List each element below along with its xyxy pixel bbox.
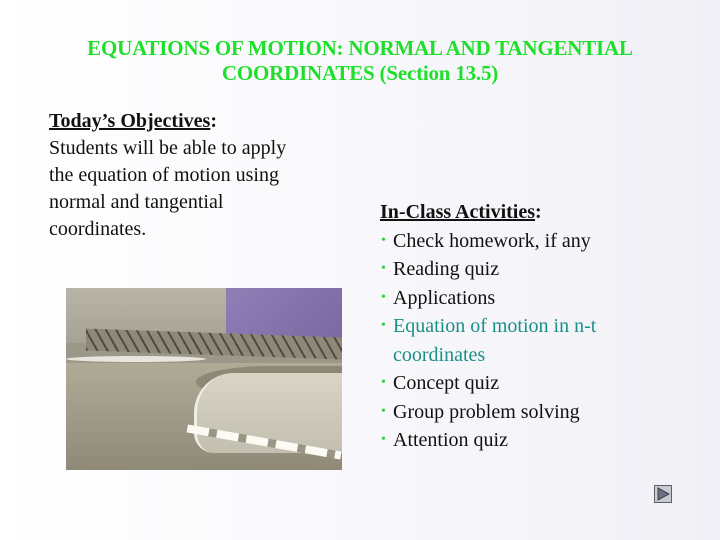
play-triangle-icon [656, 487, 670, 501]
objectives-line: Students will be able to apply [49, 137, 287, 159]
list-item-highlighted [380, 312, 680, 369]
objectives-heading-colon: : [210, 110, 217, 132]
list-item-label: Reading quiz [393, 258, 500, 280]
slide-title [0, 36, 720, 86]
list-item [380, 255, 680, 284]
list-item [380, 398, 680, 427]
activities-list [380, 227, 680, 455]
bullet-icon: • [381, 289, 386, 305]
list-item-label: Check homework, if any [393, 229, 591, 252]
slide-title-line-2: COORDINATES (Section 13.5) [221, 61, 499, 85]
list-item-label: Attention quiz [393, 429, 508, 451]
activities-heading-text: In-Class Activities [380, 201, 535, 223]
objectives-block [49, 108, 359, 243]
list-item [380, 369, 680, 398]
objectives-line: coordinates. [49, 218, 147, 240]
bullet-icon: • [381, 232, 386, 248]
list-item-label: Equation of motion in n-t coordinates [393, 315, 597, 366]
slide-title-line-1: EQUATIONS OF MOTION: NORMAL AND TANGENTIAL [87, 36, 633, 60]
list-item [380, 227, 680, 256]
list-item-label: Applications [393, 286, 496, 309]
bullet-icon: • [381, 403, 386, 419]
objectives-line: normal and tangential [49, 191, 224, 213]
bullet-icon: • [381, 375, 386, 390]
objectives-line: the equation of motion using [49, 164, 279, 186]
next-slide-button[interactable] [654, 485, 672, 503]
activities-block [380, 198, 680, 455]
bullet-icon: • [381, 432, 386, 447]
photo-wall-purple [226, 288, 342, 338]
photo-track-rim [66, 356, 206, 362]
list-item [380, 426, 680, 455]
list-item-label: Concept quiz [393, 372, 500, 394]
list-item-label: Group problem solving [393, 400, 580, 423]
track-photo [66, 288, 342, 470]
bullet-icon: • [381, 261, 386, 276]
objectives-heading-text: Today’s Objectives [49, 110, 211, 132]
objectives-heading [49, 108, 359, 135]
activities-heading [380, 198, 680, 227]
list-item [380, 284, 680, 313]
activities-heading-colon: : [535, 201, 542, 223]
bullet-icon: • [381, 318, 386, 333]
